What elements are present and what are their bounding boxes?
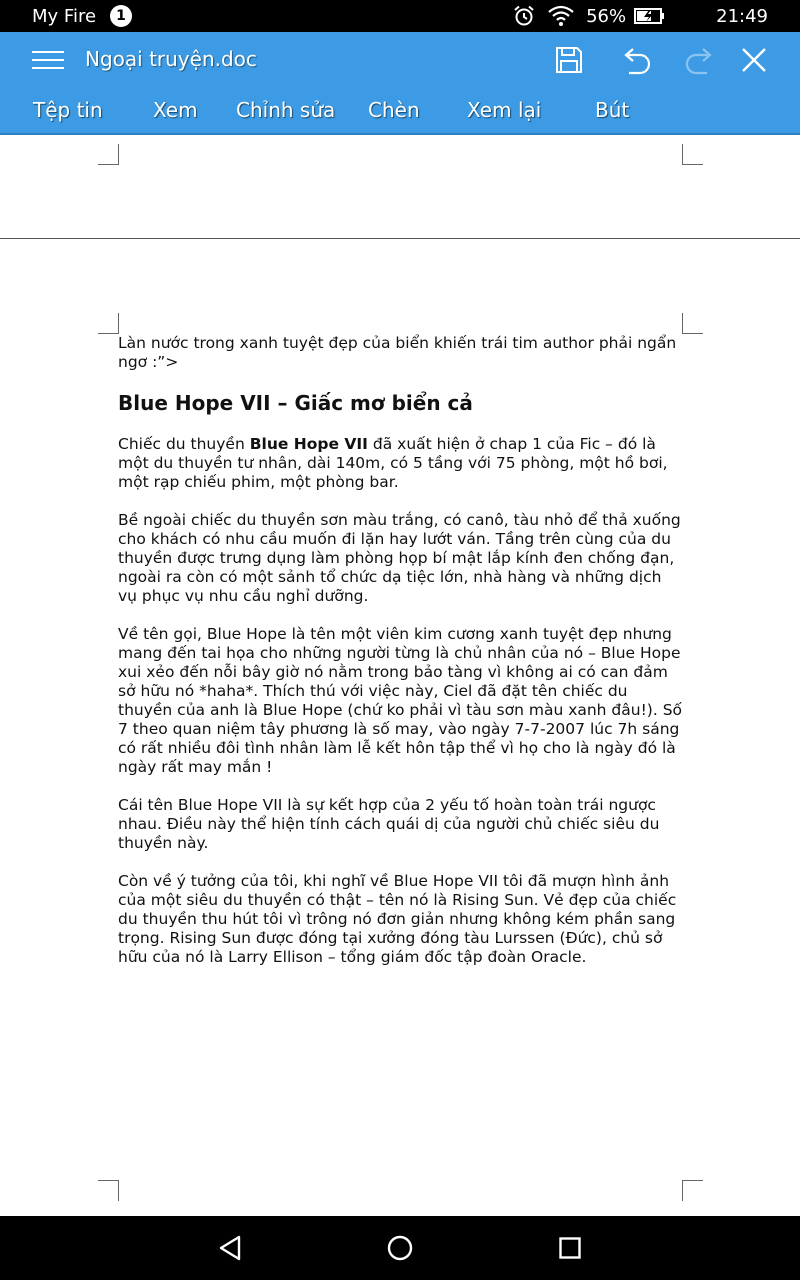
menu-review[interactable]: Xem lại [467, 98, 542, 122]
undo-icon[interactable] [616, 40, 656, 80]
save-icon[interactable] [549, 40, 589, 80]
home-icon[interactable] [380, 1228, 420, 1268]
menu-edit[interactable]: Chỉnh sửa [236, 98, 336, 122]
paragraph-1-prefix: Chiếc du thuyền [118, 435, 250, 453]
paragraph-4: Cái tên Blue Hope VII là sự kết hợp của 2 yếu tố hoàn toàn trái ngược nhau. Điều này thể hiện tính cách quái dị của người chủ chiếc siêu du thuyền này. [118, 796, 660, 852]
document-title: Ngoại truyện.doc [85, 47, 257, 71]
paragraph-5: Còn về ý tưởng của tôi, khi nghĩ về Blue Hope VII tôi đã mượn hình ảnh của một siêu du thuyền có thật – tên nó là Rising Sun. Vẻ đẹp của chiếc du thuyền thu hút tôi vì trông nó đơn giản nhưng không kém phần sang trọng. Rising Sun được đóng tại xưởng đóng tàu Lurssen (Đức), chủ sở hữu của nó là Larry Ellison – tổng giám đốc tập đoàn Oracle. [118, 872, 677, 966]
recents-icon[interactable] [550, 1228, 590, 1268]
carrier-label: My Fire [32, 5, 97, 27]
app-bar [0, 32, 800, 133]
paragraph-2: Bề ngoài chiếc du thuyền sơn màu trắng, có canô, tàu nhỏ để thả xuống cho khách có nhu cầu muốn đi lặn hay lướt ván. Tầng trên cùng của du thuyền được trưng dụng làm phòng họp bí mật lắp kính đen chống đạn, ngoài ra còn có một sảnh tổ chức dạ tiệc lớn, nhà hàng và những dịch vụ phục vụ nhu cầu nghỉ dưỡng. [118, 511, 681, 605]
document-body[interactable] [118, 334, 684, 986]
page-crop-mark [98, 144, 119, 165]
notification-badge[interactable]: 1 [110, 5, 132, 27]
section-heading: Blue Hope VII – Giấc mơ biển cả [118, 391, 473, 415]
close-icon[interactable] [734, 40, 774, 80]
page-separator [0, 238, 800, 239]
menu-view[interactable]: Xem [153, 98, 198, 122]
wifi-icon [548, 5, 574, 27]
battery-charging-icon [634, 7, 666, 25]
intro-paragraph: Làn nước trong xanh tuyệt đẹp của biển khiến trái tim author phải ngẩn ngơ :”> [118, 334, 677, 371]
paragraph-1 [118, 435, 684, 492]
paragraph-1-suffix: đã xuất hiện ở chap 1 của Fic – đó là một du thuyền tư nhân, dài 140m, có 5 tầng với 75 phòng, một hồ bơi, một rạp chiếu phim, một phòng bar. [118, 435, 668, 491]
back-icon[interactable] [210, 1228, 250, 1268]
page-crop-mark [682, 1180, 703, 1201]
page-crop-mark [682, 313, 703, 334]
menu-file[interactable]: Tệp tin [33, 98, 103, 122]
battery-percent: 56% [586, 5, 627, 27]
alarm-icon [512, 4, 536, 28]
menu-bar [0, 92, 800, 128]
document-canvas[interactable] [0, 135, 800, 1216]
menu-insert[interactable]: Chèn [368, 98, 420, 122]
page-crop-mark [682, 144, 703, 165]
paragraph-3: Về tên gọi, Blue Hope là tên một viên kim cương xanh tuyệt đẹp nhưng mang đến tai họa cho những người từng là chủ nhân của nó – Blue Hope xui xẻo đến nỗi bây giờ nó nằm trong bảo tàng vì không ai có can đảm sở hữu nó *haha*. Thích thú với việc này, Ciel đã đặt tên chiếc du thuyền của anh là Blue Hope (chứ ko phải vì tàu sơn màu xanh đâu!). Số 7 theo quan niệm tây phương là số may, vào ngày 7-7-2007 lúc 7h sáng có rất nhiều đôi tình nhân làm lễ kết hôn tập thể vì họ cho là ngày đó là ngày rất may mắn ! [118, 625, 683, 776]
navigation-bar [0, 1216, 800, 1280]
page-crop-mark [98, 313, 119, 334]
status-bar [0, 0, 800, 32]
redo-icon[interactable] [680, 40, 720, 80]
page-crop-mark [98, 1180, 119, 1201]
paragraph-1-bold: Blue Hope VII [249, 435, 368, 453]
menu-icon[interactable] [32, 46, 64, 74]
clock: 21:49 [716, 5, 768, 27]
menu-pen[interactable]: Bút [595, 98, 630, 122]
